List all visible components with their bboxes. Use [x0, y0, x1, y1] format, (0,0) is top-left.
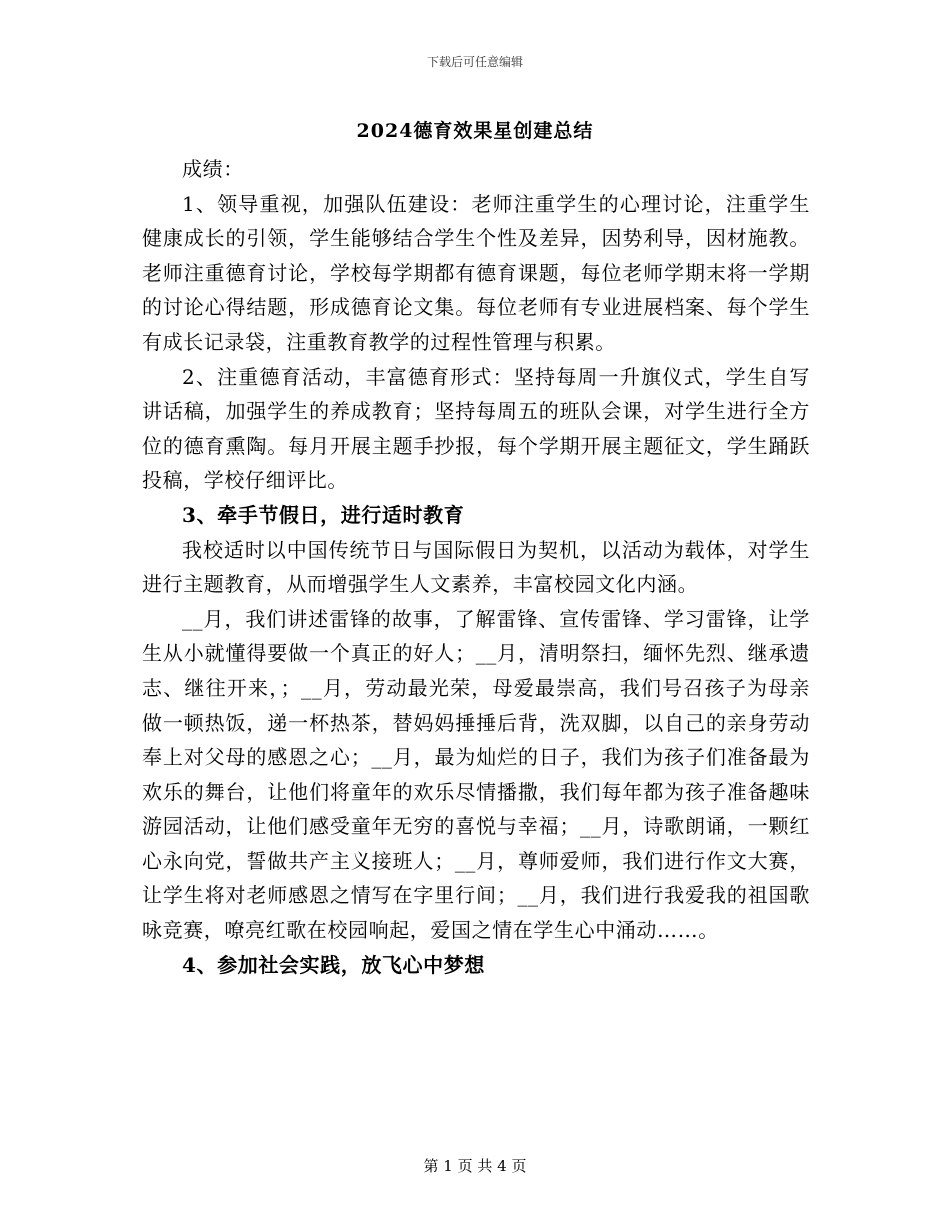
page-number-footer: 第 1 页 共 4 页	[423, 1157, 527, 1175]
page-header-note: 下载后可任意编辑	[426, 55, 523, 69]
paragraph-monthly-activities: __月，我们讲述雷锋的故事，了解雷锋、宣传雷锋、学习雷锋，让学生从小就懂得要做一个真正的好人；__月，清明祭扫，缅怀先烈、继承遗志、继往开来，；__月，劳动最光荣，母爱最崇高，我们号召孩子为母亲做一顿热饭，递一杯热茶，替妈妈捶捶后背，洗双脚，以自己的亲身劳动奉上对父母的感恩之心；__月，最为灿烂的日子，我们为孩子们准备最为欢乐的舞台，让他们将童年的欢乐尽情播撒，我们每年都为孩子准备趣味游园活动，让他们感受童年无穷的喜悦与幸福；__月，诗歌朗诵，一颗红心永向党，誓做共产主义接班人；__月，尊师爱师，我们进行作文大赛，让学生将对老师感恩之情写在字里行间；__月，我们进行我爱我的祖国歌咏竞赛，嘹亮红歌在校园响起，爱国之情在学生心中涌动……。	[142, 606, 810, 943]
document-title: 2024德育效果星创建总结	[356, 120, 594, 142]
section-heading-social-practice: 4、参加社会实践，放飞心中梦想	[182, 952, 485, 977]
paragraph-leadership: 1、领导重视，加强队伍建设：老师注重学生的心理讨论，注重学生健康成长的引领，学生能够结合学生个性及差异，因势利导，因材施教。老师注重德育讨论，学校每学期都有德育课题，每位老师学期末将一学期的讨论心得结题，形成德育论文集。每位老师有专业进展档案、每个学生有成长记录袋，注重教育教学的过程性管理与积累。	[142, 191, 810, 354]
document-body	[142, 152, 810, 982]
section-heading-holidays: 3、牵手节假日，进行适时教育	[182, 502, 465, 527]
paragraph-achievements-label: 成绩：	[182, 157, 244, 181]
paragraph-holiday-intro: 我校适时以中国传统节日与国际假日为契机，以活动为载体，对学生进行主题教育，从而增强学生人文素养，丰富校园文化内涵。	[142, 537, 810, 597]
paragraph-moral-activities: 2、注重德育活动，丰富德育形式：坚持每周一升旗仪式，学生自写讲话稿，加强学生的养成教育；坚持每周五的班队会课，对学生进行全方位的德育熏陶。每月开展主题手抄报，每个学期开展主题征文，学生踊跃投稿，学校仔细评比。	[142, 364, 810, 493]
